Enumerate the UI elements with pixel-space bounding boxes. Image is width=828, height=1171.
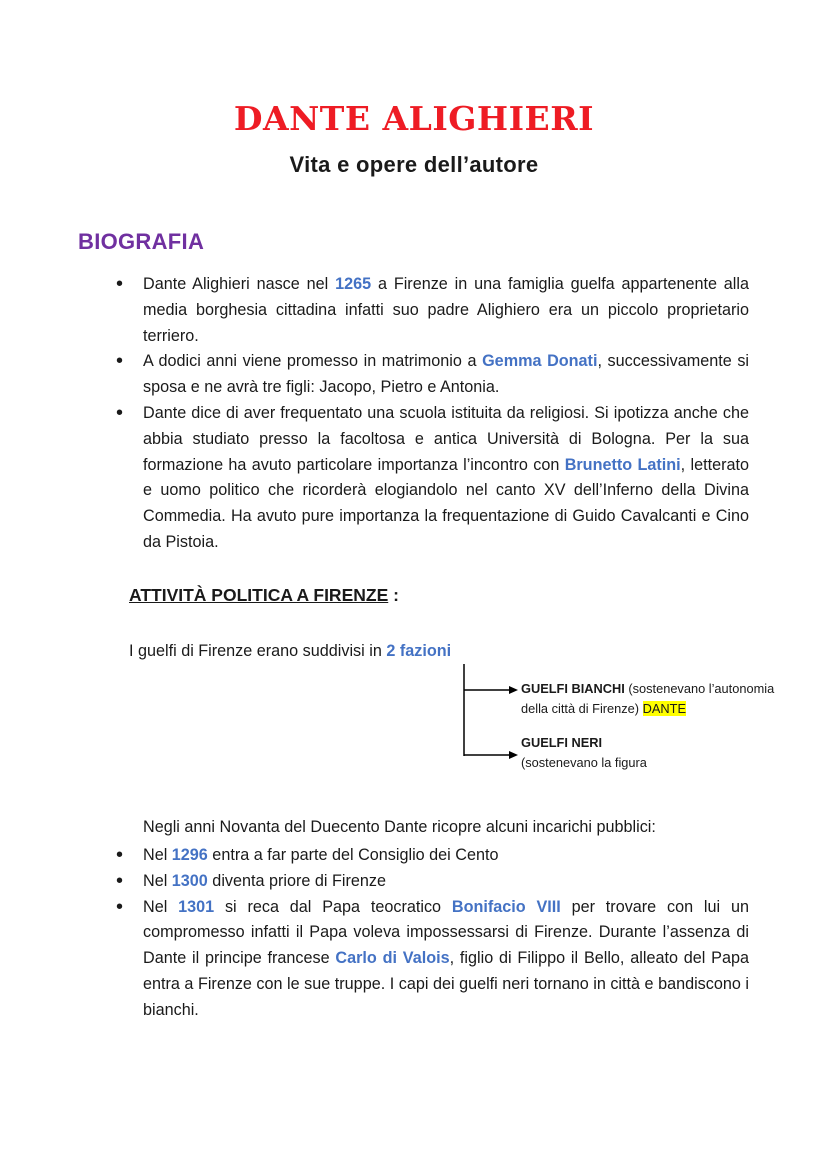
highlight-text: Bonifacio VIII	[451, 897, 561, 916]
faction-desc: (sostenevano l’autonomia della città di Firenze)	[521, 681, 775, 716]
body-text: a Firenze in una famiglia guelfa appartenente alla media borghesia cittadina infatti suo padre Alighiero era un piccolo proprietario terriero.	[143, 275, 750, 345]
highlight-text: Brunetto Latini	[564, 455, 681, 474]
body-text: A dodici anni viene promesso in matrimonio a	[143, 352, 483, 371]
body-text: Nel	[143, 897, 179, 916]
body-text: diventa priore di Firenze	[207, 871, 386, 890]
list-item	[117, 895, 749, 1024]
list-item	[117, 349, 749, 401]
body-text: Nel	[143, 846, 172, 864]
list-item	[117, 272, 749, 349]
body-text: Dante dice di aver frequentato una scuola istituita da religiosi. Si ipotizza anche che abbia studiato presso la facoltosa e antica Università di Bologna. Per la sua formazione ha avuto particolare importanza l’incontro con	[143, 403, 749, 474]
body-text: entra a far parte del Consiglio dei Cento	[207, 846, 499, 864]
highlight-text: 1296	[171, 846, 208, 864]
highlight-text: 1265	[335, 275, 372, 293]
body-text: , letterato e uomo politico che ricorderà elogiandolo nel canto XV dell’Inferno della Divina Commedia. Ha avuto pure importanza la frequentazione di Guido Cavalcanti e Cino da Pistoia.	[143, 455, 749, 551]
faction-guelfi-bianchi	[521, 679, 801, 719]
incarichi-list	[117, 843, 749, 1024]
highlight-text: 1301	[178, 897, 215, 916]
body-text: , successivamente si sposa e ne avrà tre figli: Jacopo, Pietro e Antonia.	[143, 352, 750, 397]
highlight-text: 1300	[171, 871, 208, 890]
politica-intro-paragraph: Negli anni Novanta del Duecento Dante ricopre alcuni incarichi pubblici:	[143, 818, 656, 836]
faction-name: GUELFI NERI	[521, 735, 603, 750]
biografia-list	[117, 272, 749, 556]
factions-intro	[129, 642, 451, 661]
body-text: , figlio di Filippo il Bello, alleato del Papa entra a Firenze con le sue truppe. I capi dei guelfi neri tornano in città e bandiscono i bianchi.	[143, 949, 749, 1019]
page-subtitle: Vita e opere dell’autore	[289, 152, 539, 177]
list-item	[117, 843, 749, 869]
factions-intro-highlight: 2 fazioni	[386, 642, 452, 660]
faction-name: GUELFI BIANCHI	[521, 681, 625, 696]
arrow-right-icon	[509, 751, 518, 759]
page-title: DANTE ALIGHIERI	[233, 99, 595, 138]
section-heading-politica	[129, 585, 399, 606]
faction-guelfi-neri	[521, 733, 741, 773]
body-text: per trovare con lui un compromesso infatti il Papa voleva impossessarsi di Firenze. Durante l’assenza di Dante il principe francese	[143, 897, 749, 968]
arrow-right-icon	[509, 686, 518, 694]
factions-tree-diagram	[455, 662, 525, 772]
factions-intro-text: I guelfi di Firenze erano suddivisi in	[129, 642, 387, 660]
politica-heading-text: ATTIVITÀ POLITICA A FIRENZE	[129, 585, 389, 605]
body-text: Dante Alighieri nasce nel	[143, 275, 336, 293]
list-item	[117, 869, 749, 895]
list-item	[117, 401, 749, 556]
faction-mark: DANTE	[642, 701, 686, 716]
faction-desc: (sostenevano la figura	[521, 755, 647, 770]
body-text: Nel	[143, 871, 172, 890]
politica-heading-suffix: :	[388, 585, 399, 605]
highlight-text: Gemma Donati	[482, 352, 598, 371]
highlight-text: Carlo di Valois	[335, 949, 450, 968]
body-text: si reca dal Papa teocratico	[214, 897, 452, 916]
section-heading-biografia: BIOGRAFIA	[78, 229, 205, 254]
